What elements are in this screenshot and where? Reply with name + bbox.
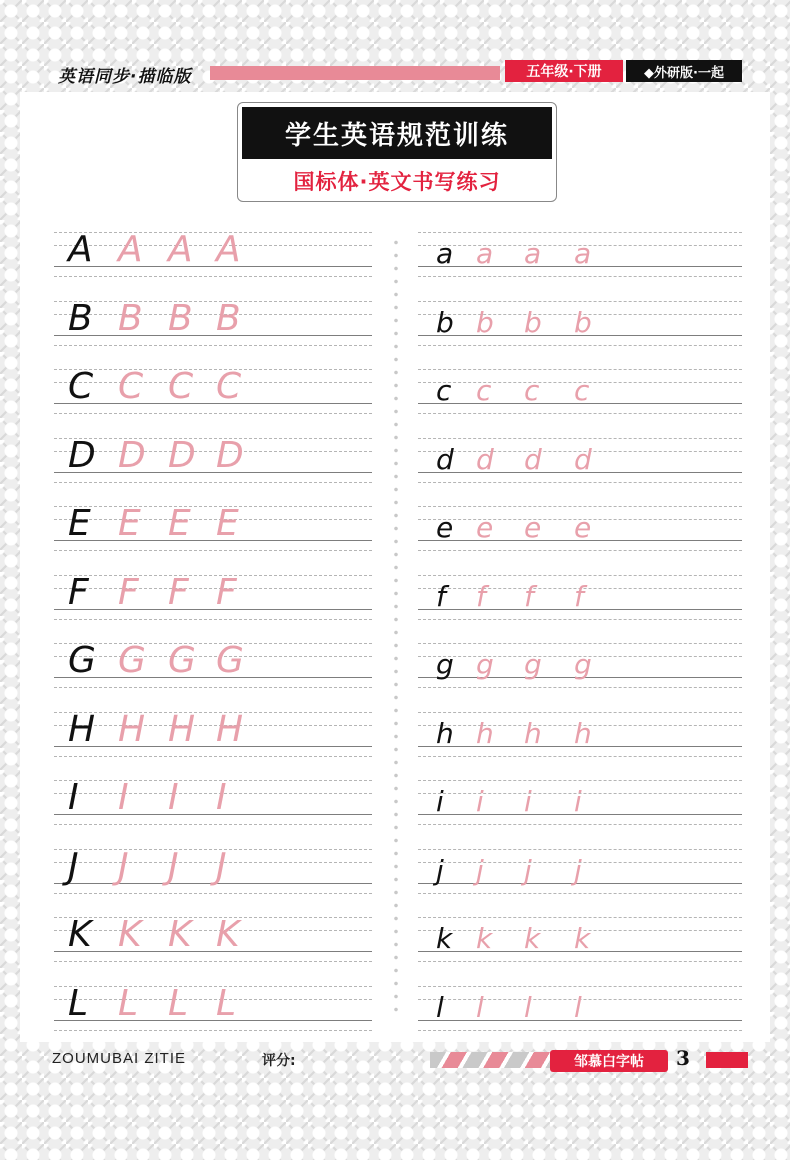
trace-letter: J — [216, 845, 227, 887]
trace-letter: B — [118, 297, 143, 339]
practice-row — [54, 229, 372, 276]
model-letter: f — [436, 579, 446, 613]
baseline-guide — [54, 266, 372, 267]
trace-letter: j — [476, 853, 484, 887]
dashed-guide — [54, 245, 372, 246]
book-series-title: 英语同步·描临版 — [58, 67, 192, 87]
practice-row — [54, 982, 372, 1030]
dashed-guide — [418, 506, 742, 507]
model-letter: H — [68, 708, 96, 750]
dashed-guide — [54, 550, 372, 551]
practice-row — [54, 366, 372, 413]
footer-brand-latin: ZOUMUBAI ZITIE — [52, 1050, 186, 1067]
trace-letter: e — [524, 511, 542, 544]
dashed-guide — [418, 276, 742, 277]
model-letter: c — [436, 374, 452, 407]
trace-letter: L — [118, 982, 139, 1024]
trace-letter: a — [476, 237, 494, 270]
dashed-guide — [54, 687, 372, 688]
trace-letter: a — [574, 237, 592, 270]
trace-letter: b — [574, 305, 592, 339]
dashed-guide — [418, 961, 742, 962]
model-letter: a — [436, 237, 454, 270]
baseline-guide — [54, 609, 372, 610]
dashed-guide — [418, 824, 742, 825]
dashed-guide — [418, 893, 742, 894]
dashed-guide — [418, 986, 742, 987]
trace-letter: g — [524, 648, 542, 681]
dashed-guide — [54, 643, 372, 644]
dashed-guide — [418, 369, 742, 370]
footer-brand-badge: 邹慕白字帖 — [550, 1050, 668, 1072]
trace-letter: d — [574, 442, 592, 476]
dashed-guide — [54, 301, 372, 302]
trace-letter: D — [118, 434, 146, 476]
model-letter: L — [68, 982, 89, 1024]
dashed-guide — [54, 893, 372, 894]
dashed-guide — [418, 849, 742, 850]
trace-letter: D — [168, 434, 196, 476]
dashed-guide — [418, 643, 742, 644]
dashed-guide — [54, 930, 372, 931]
practice-row — [54, 640, 372, 687]
score-label: 评分: — [262, 1053, 296, 1069]
dashed-guide — [54, 849, 372, 850]
trace-letter: I — [168, 777, 179, 818]
model-letter: C — [68, 366, 94, 407]
baseline-guide — [54, 1020, 372, 1021]
practice-row — [54, 434, 372, 482]
dashed-guide — [54, 793, 372, 794]
dashed-guide — [54, 451, 372, 452]
dashed-guide — [54, 862, 372, 863]
trace-letter: C — [168, 366, 194, 407]
model-letter: i — [436, 785, 444, 818]
trace-letter: B — [216, 297, 241, 339]
model-letter: h — [436, 716, 454, 750]
dashed-guide — [418, 438, 742, 439]
model-letter: J — [68, 845, 79, 887]
trace-letter: c — [524, 374, 540, 407]
dashed-guide — [418, 687, 742, 688]
model-letter: g — [436, 648, 454, 681]
dashed-guide — [54, 824, 372, 825]
trace-letter: C — [118, 366, 144, 407]
model-letter: l — [436, 990, 444, 1024]
model-letter: G — [68, 640, 96, 681]
model-letter: k — [436, 922, 453, 955]
trace-letter: j — [524, 853, 532, 887]
practice-row — [54, 503, 372, 550]
trace-letter: J — [118, 845, 129, 887]
trace-letter: L — [168, 982, 189, 1024]
trace-letter: h — [524, 716, 542, 750]
dashed-guide — [54, 588, 372, 589]
trace-letter: I — [118, 777, 129, 818]
model-letter: I — [68, 777, 79, 818]
baseline-guide — [54, 814, 372, 815]
dashed-guide — [418, 780, 742, 781]
dashed-guide — [418, 232, 742, 233]
trace-letter: b — [476, 305, 494, 339]
page-subtitle: 国标体·英文书写练习 — [293, 170, 501, 194]
trace-letter: d — [524, 442, 542, 476]
dashed-guide — [54, 438, 372, 439]
trace-letter: f — [476, 579, 486, 613]
model-letter: e — [436, 511, 454, 544]
page-title: 学生英语规范训练 — [242, 107, 552, 159]
baseline-guide — [54, 472, 372, 473]
trace-letter: J — [168, 845, 179, 887]
dashed-guide — [54, 314, 372, 315]
baseline-guide — [54, 746, 372, 747]
dashed-guide — [54, 986, 372, 987]
trace-letter: l — [524, 990, 532, 1024]
trace-letter: D — [216, 434, 244, 476]
dashed-guide — [54, 482, 372, 483]
trace-letter: h — [476, 716, 494, 750]
model-letter: A — [68, 229, 93, 270]
baseline-guide — [54, 677, 372, 678]
dashed-guide — [54, 656, 372, 657]
baseline-guide — [54, 403, 372, 404]
practice-row — [54, 845, 372, 893]
practice-row — [54, 571, 372, 619]
trace-letter: I — [216, 777, 227, 818]
baseline-guide — [54, 951, 372, 952]
trace-letter: l — [476, 990, 484, 1024]
footer-decor-stripes — [430, 1052, 550, 1068]
dashed-guide — [54, 619, 372, 620]
edition-badge: ◆外研版·一起 — [626, 60, 742, 82]
baseline-guide — [54, 540, 372, 541]
trace-letter: k — [524, 922, 541, 955]
trace-letter: i — [476, 785, 484, 818]
dashed-guide — [418, 756, 742, 757]
trace-letter: G — [216, 640, 244, 681]
trace-letter: H — [216, 708, 244, 750]
dashed-guide — [54, 519, 372, 520]
dashed-guide — [54, 1030, 372, 1031]
trace-letter: j — [574, 853, 582, 887]
trace-letter: d — [476, 442, 494, 476]
trace-letter: E — [168, 503, 191, 544]
dashed-guide — [54, 756, 372, 757]
trace-letter: H — [118, 708, 146, 750]
dashed-guide — [418, 550, 742, 551]
trace-letter: c — [574, 374, 590, 407]
trace-letter: G — [118, 640, 146, 681]
trace-letter: g — [574, 648, 592, 681]
trace-letter: H — [168, 708, 196, 750]
trace-letter: b — [524, 305, 542, 339]
dashed-guide — [54, 413, 372, 414]
dashed-guide — [54, 369, 372, 370]
trace-letter: k — [574, 922, 591, 955]
trace-letter: B — [168, 297, 193, 339]
dashed-guide — [54, 961, 372, 962]
trace-letter: K — [118, 914, 142, 955]
dashed-guide — [418, 482, 742, 483]
dashed-guide — [54, 276, 372, 277]
grade-badge: 五年级·下册 — [505, 60, 623, 82]
dashed-guide — [54, 506, 372, 507]
trace-letter: c — [476, 374, 492, 407]
dashed-guide — [54, 345, 372, 346]
dashed-guide — [54, 232, 372, 233]
trace-letter: i — [574, 785, 582, 818]
dashed-guide — [54, 999, 372, 1000]
page-number: 3 — [676, 1046, 690, 1070]
dashed-guide — [418, 301, 742, 302]
dashed-guide — [54, 382, 372, 383]
dashed-guide — [418, 575, 742, 576]
trace-letter: F — [216, 571, 237, 613]
practice-row — [54, 297, 372, 345]
model-letter: F — [68, 571, 89, 613]
trace-letter: A — [216, 229, 241, 270]
trace-letter: C — [216, 366, 242, 407]
dashed-guide — [54, 780, 372, 781]
model-letter: B — [68, 297, 93, 339]
dashed-guide — [54, 917, 372, 918]
practice-row — [54, 708, 372, 756]
footer-decor-bar — [706, 1052, 748, 1068]
dashed-guide — [54, 725, 372, 726]
model-letter: K — [68, 914, 92, 955]
column-divider — [394, 236, 398, 1020]
trace-letter: k — [476, 922, 493, 955]
trace-letter: a — [524, 237, 542, 270]
model-letter: D — [68, 434, 96, 476]
practice-row — [54, 914, 372, 961]
dashed-guide — [418, 413, 742, 414]
trace-letter: i — [524, 785, 532, 818]
header-decor-bar — [210, 66, 500, 80]
trace-letter: F — [168, 571, 189, 613]
dashed-guide — [54, 712, 372, 713]
model-letter: b — [436, 305, 454, 339]
title-box — [237, 102, 557, 202]
trace-letter: E — [118, 503, 141, 544]
model-letter: d — [436, 442, 454, 476]
trace-letter: l — [574, 990, 582, 1024]
trace-letter: h — [574, 716, 592, 750]
dashed-guide — [418, 619, 742, 620]
dashed-guide — [418, 917, 742, 918]
trace-letter: F — [118, 571, 139, 613]
trace-letter: f — [524, 579, 534, 613]
dashed-guide — [54, 575, 372, 576]
baseline-guide — [54, 335, 372, 336]
trace-letter: A — [168, 229, 193, 270]
trace-letter: K — [216, 914, 240, 955]
dashed-guide — [418, 345, 742, 346]
practice-row — [54, 777, 372, 824]
trace-letter: A — [118, 229, 143, 270]
trace-letter: E — [216, 503, 239, 544]
trace-letter: g — [476, 648, 494, 681]
trace-letter: G — [168, 640, 196, 681]
model-letter: E — [68, 503, 91, 544]
trace-letter: e — [574, 511, 592, 544]
trace-letter: K — [168, 914, 192, 955]
model-letter: j — [436, 853, 444, 887]
trace-letter: e — [476, 511, 494, 544]
dashed-guide — [418, 712, 742, 713]
baseline-guide — [54, 883, 372, 884]
trace-letter: L — [216, 982, 237, 1024]
trace-letter: f — [574, 579, 584, 613]
dashed-guide — [418, 1030, 742, 1031]
